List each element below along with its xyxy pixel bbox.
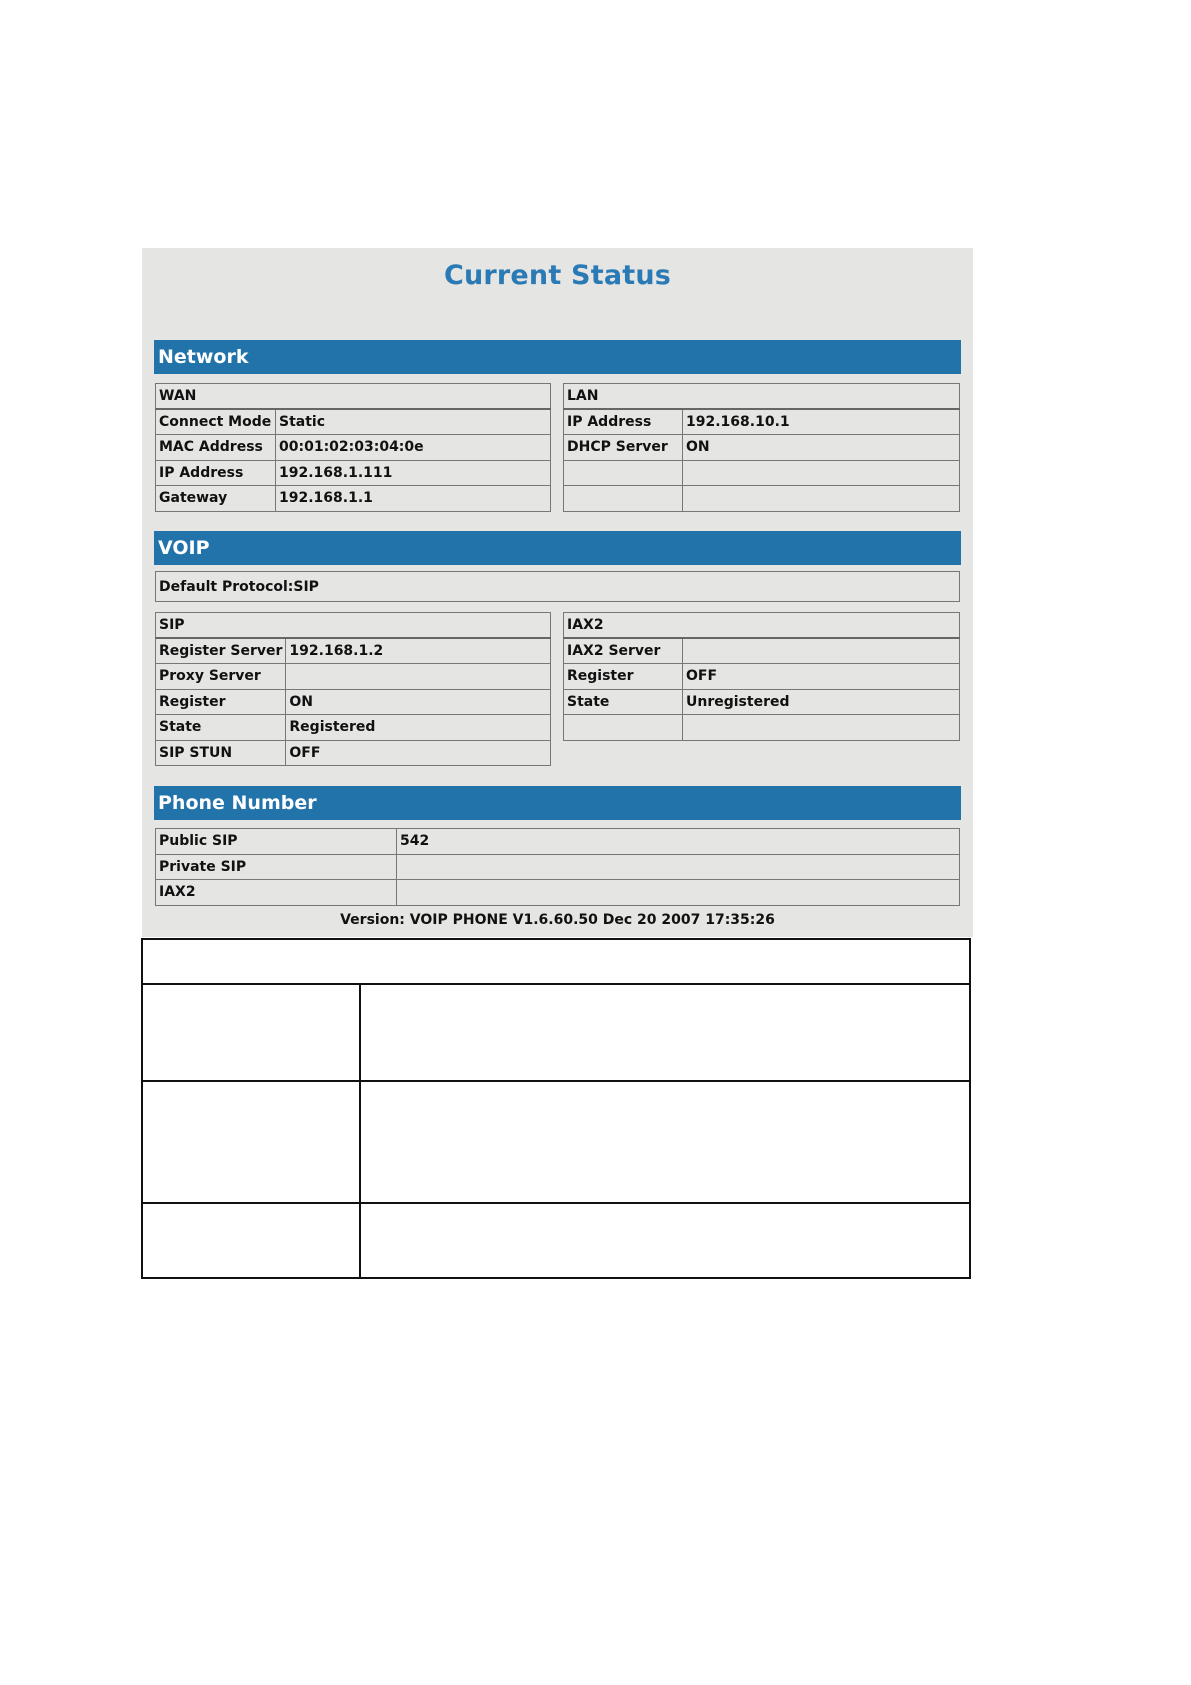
- row-value: 192.168.1.111: [276, 460, 551, 486]
- row-value: 00:01:02:03:04:0e: [276, 435, 551, 461]
- row-value: [286, 664, 551, 690]
- row-value: Unregistered: [683, 689, 960, 715]
- table-row: [156, 638, 551, 664]
- table-row: [564, 715, 960, 741]
- table-row: [564, 664, 960, 690]
- row-value: OFF: [683, 664, 960, 690]
- row-value: 192.168.10.1: [683, 409, 960, 435]
- doc-table-row: [141, 1204, 971, 1279]
- row-value: ON: [286, 689, 551, 715]
- table-row: [156, 460, 551, 486]
- sip-header: SIP: [156, 613, 551, 639]
- default-protocol: Default Protocol:SIP: [156, 572, 960, 602]
- row-value: [683, 486, 960, 512]
- version-text: Version: VOIP PHONE V1.6.60.50 Dec 20 2007 17:35:26: [340, 912, 775, 928]
- doc-table-row: [141, 1082, 971, 1204]
- row-value: 192.168.1.2: [286, 638, 551, 664]
- row-label: SIP STUN: [156, 740, 286, 766]
- table-row: [564, 435, 960, 461]
- row-label: IAX2 Server: [564, 638, 683, 664]
- row-value: [683, 460, 960, 486]
- row-label: Gateway: [156, 486, 276, 512]
- row-label: DHCP Server: [564, 435, 683, 461]
- row-value: 542: [397, 829, 960, 855]
- row-label: State: [564, 689, 683, 715]
- table-row: [564, 460, 960, 486]
- row-label: State: [156, 715, 286, 741]
- iax2-header: IAX2: [564, 613, 960, 639]
- table-row: [156, 880, 960, 906]
- row-label: IAX2: [156, 880, 397, 906]
- row-label: [564, 715, 683, 741]
- section-bar-network: Network: [154, 340, 961, 374]
- table-row: [156, 689, 551, 715]
- doc-table-cell: [143, 1204, 361, 1277]
- default-protocol-table: [155, 571, 960, 602]
- lan-table: [563, 383, 960, 512]
- current-status-panel: [142, 248, 973, 937]
- doc-table-header-row: [141, 938, 971, 985]
- row-label: IP Address: [564, 409, 683, 435]
- table-row: [564, 638, 960, 664]
- row-value: [397, 880, 960, 906]
- doc-table-cell: [143, 1082, 361, 1202]
- row-label: Connect Mode: [156, 409, 276, 435]
- section-bar-voip: VOIP: [154, 531, 961, 565]
- iax2-table: [563, 612, 960, 741]
- table-row: [564, 486, 960, 512]
- row-label: Private SIP: [156, 854, 397, 880]
- doc-table-row: [141, 985, 971, 1082]
- lan-header: LAN: [564, 384, 960, 410]
- wan-table: [155, 383, 551, 512]
- row-label: [564, 486, 683, 512]
- sip-table: [155, 612, 551, 766]
- row-label: Register: [564, 664, 683, 690]
- table-row: [156, 854, 960, 880]
- row-value: Registered: [286, 715, 551, 741]
- row-value: Static: [276, 409, 551, 435]
- row-value: ON: [683, 435, 960, 461]
- row-value: [683, 715, 960, 741]
- row-label: MAC Address: [156, 435, 276, 461]
- table-row: [156, 435, 551, 461]
- phone-number-table: [155, 828, 960, 906]
- section-bar-phone-number: Phone Number: [154, 786, 961, 820]
- row-label: Public SIP: [156, 829, 397, 855]
- table-row: [156, 664, 551, 690]
- page-title: Current Status: [443, 260, 672, 291]
- table-row: [156, 740, 551, 766]
- row-label: IP Address: [156, 460, 276, 486]
- table-row: [156, 829, 960, 855]
- table-row: [564, 689, 960, 715]
- row-value: [683, 638, 960, 664]
- row-value: OFF: [286, 740, 551, 766]
- row-value: [397, 854, 960, 880]
- table-row: [156, 715, 551, 741]
- row-label: Proxy Server: [156, 664, 286, 690]
- table-row: [564, 409, 960, 435]
- row-label: [564, 460, 683, 486]
- table-row: [156, 409, 551, 435]
- row-label: Register Server: [156, 638, 286, 664]
- table-row: [156, 486, 551, 512]
- wan-header: WAN: [156, 384, 551, 410]
- row-label: Register: [156, 689, 286, 715]
- row-value: 192.168.1.1: [276, 486, 551, 512]
- doc-table-cell: [143, 985, 361, 1080]
